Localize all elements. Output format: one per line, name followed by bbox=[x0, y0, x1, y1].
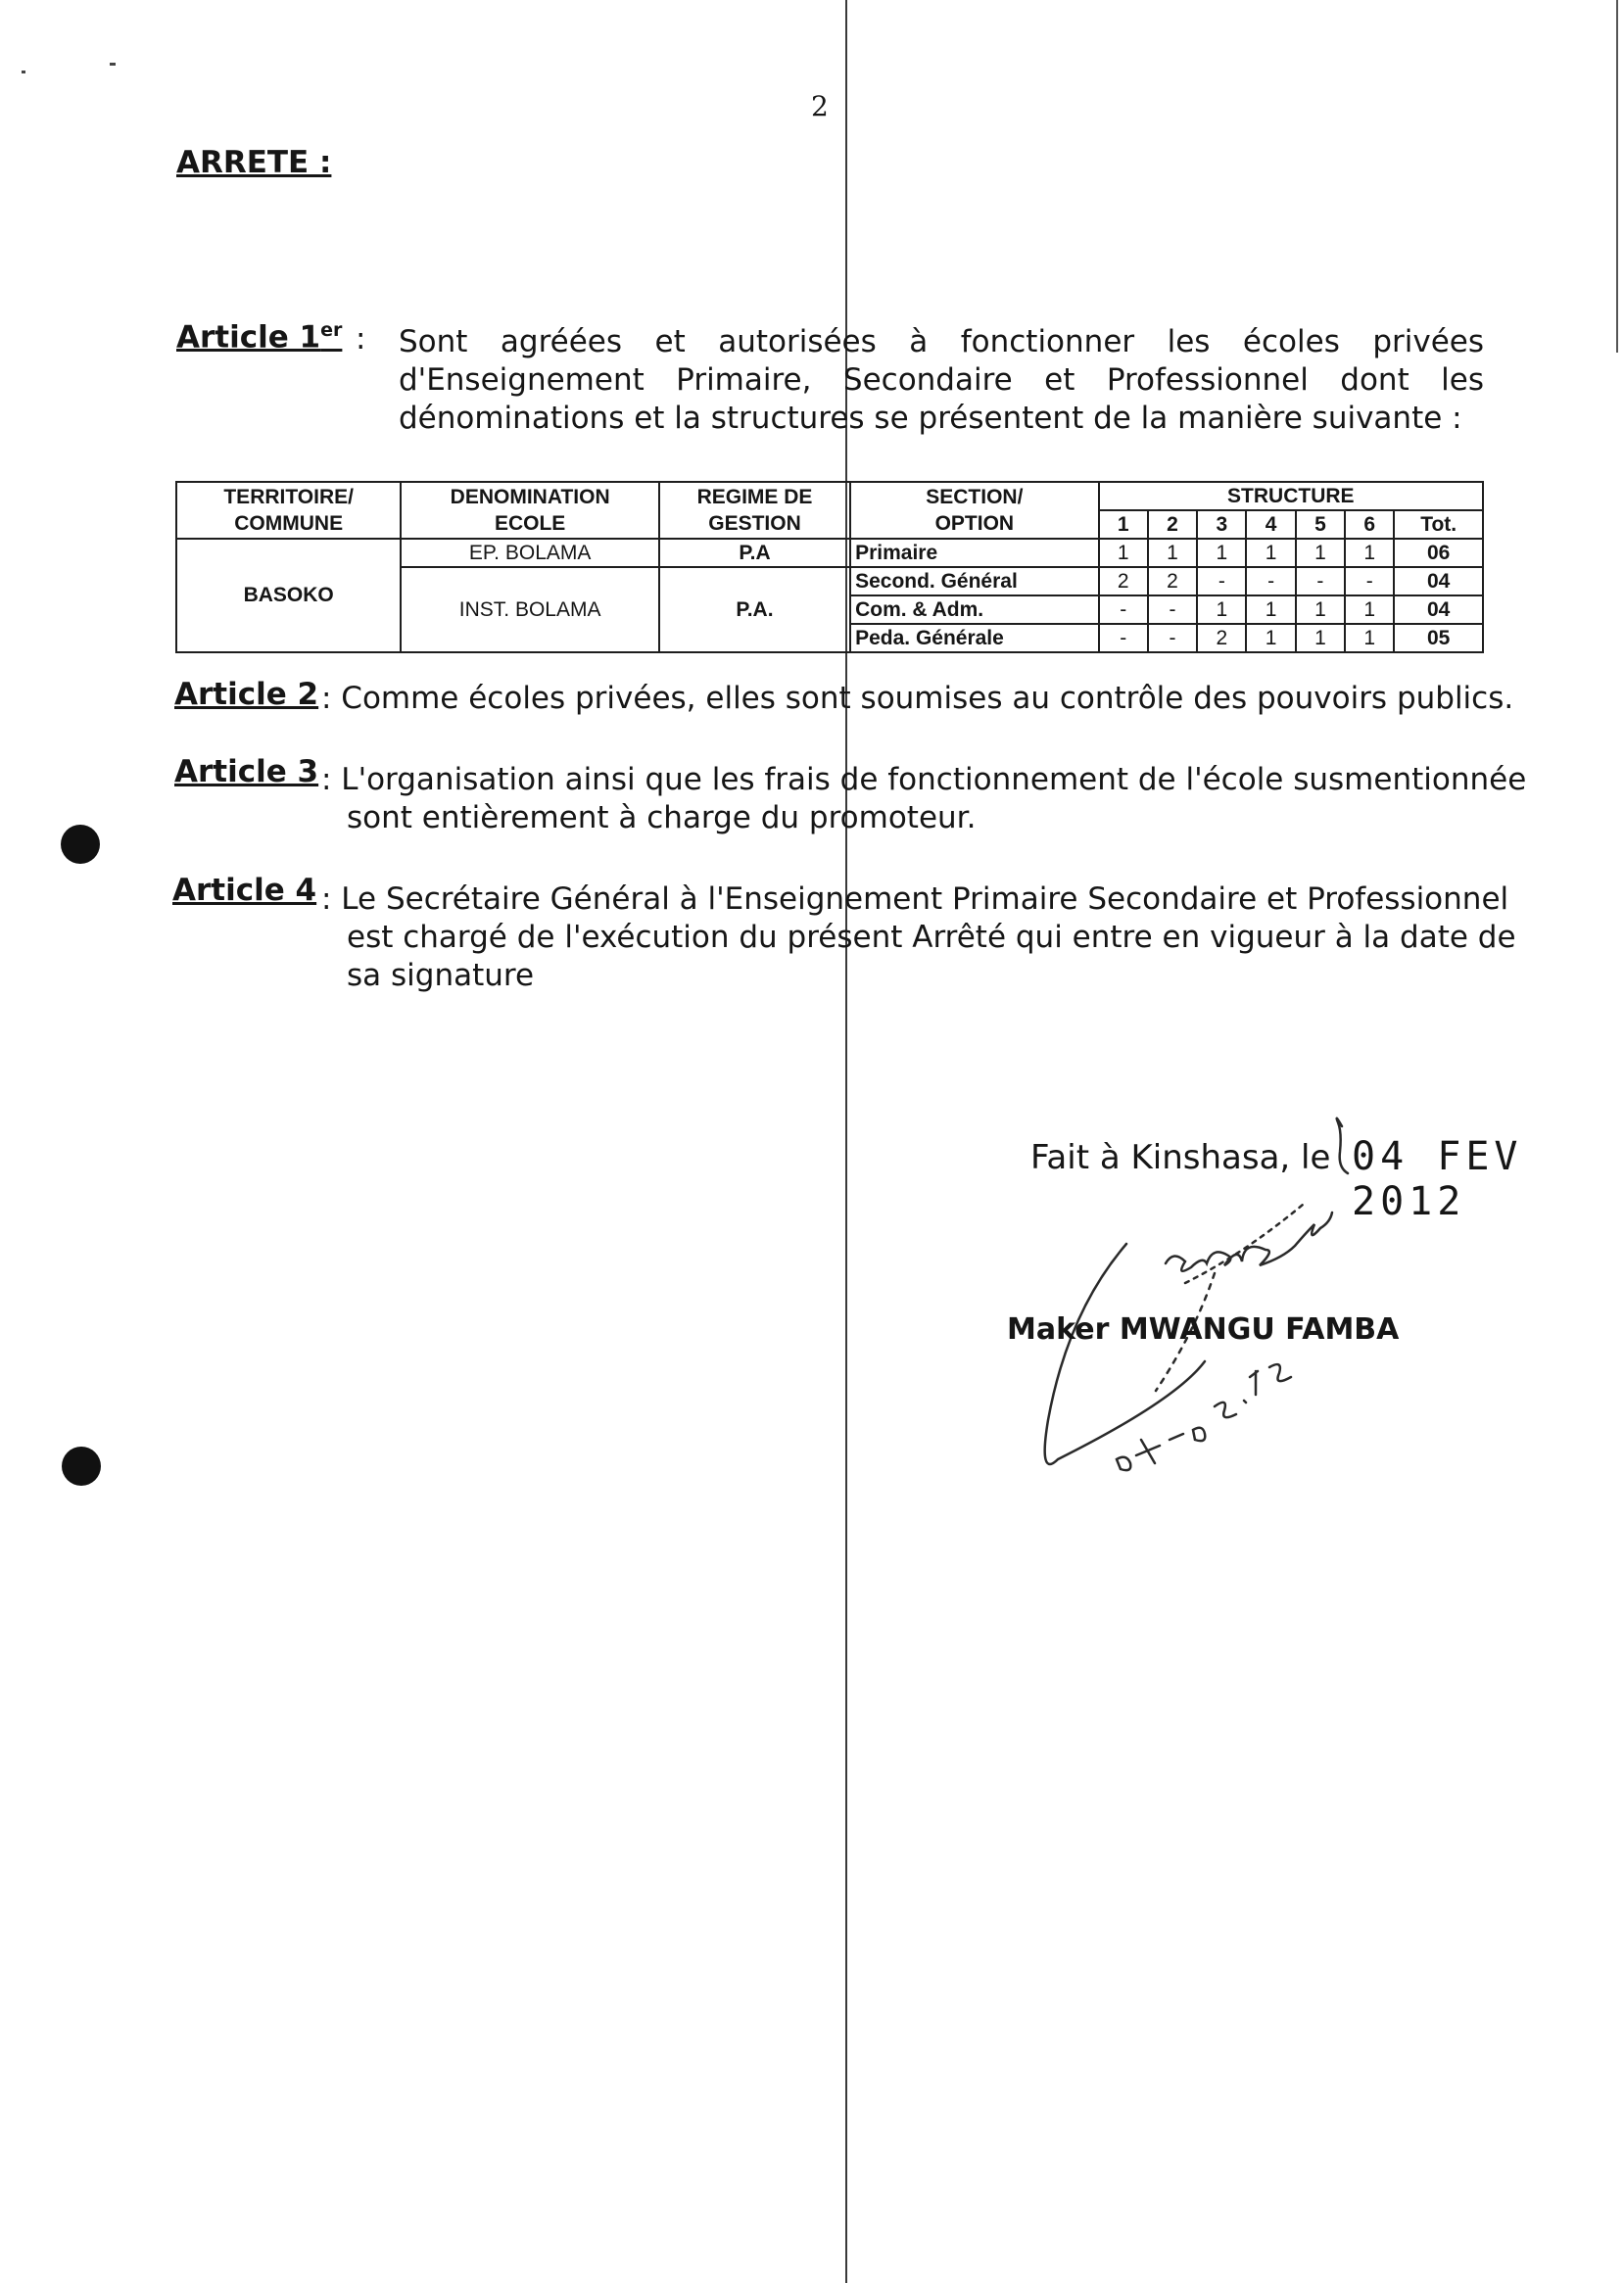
cell-school-name: EP. BOLAMA bbox=[401, 539, 659, 567]
article-3-heading: Article 3 bbox=[174, 754, 319, 789]
cell-section: Second. Général bbox=[850, 567, 1099, 595]
header-level: 6 bbox=[1345, 510, 1394, 539]
header-structure: STRUCTURE bbox=[1099, 482, 1483, 510]
cell-value: - bbox=[1345, 567, 1394, 595]
article-1-heading: Article 1er bbox=[176, 319, 343, 356]
cell-value: 1 bbox=[1246, 539, 1295, 567]
article-4-line: est chargé de l'exécution du présent Arrêté qui entre en vigueur à la date de bbox=[347, 920, 1516, 955]
header-denomination: DENOMINATION ECOLE bbox=[401, 482, 659, 539]
cell-value: - bbox=[1148, 624, 1197, 652]
cell-value: - bbox=[1246, 567, 1295, 595]
cell-section: Peda. Générale bbox=[850, 624, 1099, 652]
cell-value: - bbox=[1148, 595, 1197, 624]
cell-value: 1 bbox=[1296, 539, 1345, 567]
article-2-text: : Comme écoles privées, elles sont soumises au contrôle des pouvoirs publics. bbox=[321, 681, 1514, 716]
cell-total: 05 bbox=[1394, 624, 1483, 652]
punch-hole-mark bbox=[61, 825, 100, 864]
header-territoire: TERRITOIRE/ COMMUNE bbox=[176, 482, 401, 539]
cell-value: - bbox=[1099, 595, 1148, 624]
article-1-line: dénominations et la structures se présentent de la manière suivante : bbox=[399, 401, 1462, 436]
article-4-line: sa signature bbox=[347, 958, 535, 993]
arrete-title: ARRETE : bbox=[176, 145, 332, 180]
header-section: SECTION/ OPTION bbox=[850, 482, 1099, 539]
table-header-row bbox=[176, 482, 1483, 510]
article-3-line: : L'organisation ainsi que les frais de fonctionnement de l'école susmentionnée bbox=[321, 762, 1527, 797]
scan-speck bbox=[22, 71, 25, 73]
punch-hole-mark bbox=[62, 1447, 101, 1486]
header-level: 2 bbox=[1148, 510, 1197, 539]
page-edge-shadow bbox=[1616, 0, 1618, 353]
cell-value: 1 bbox=[1099, 539, 1148, 567]
cell-value: 1 bbox=[1246, 624, 1295, 652]
header-level: 1 bbox=[1099, 510, 1148, 539]
cell-value: 1 bbox=[1148, 539, 1197, 567]
cell-value: 2 bbox=[1099, 567, 1148, 595]
cell-value: 1 bbox=[1246, 595, 1295, 624]
header-level: 3 bbox=[1197, 510, 1246, 539]
page-number: 2 bbox=[811, 90, 829, 122]
table-row bbox=[176, 539, 1483, 567]
cell-value: 1 bbox=[1345, 539, 1394, 567]
article-1-line: d'Enseignement Primaire, Secondaire et Professionnel dont les bbox=[399, 362, 1484, 398]
cell-value: 1 bbox=[1197, 595, 1246, 624]
article-1-line: Sont agréées et autorisées à fonctionner les écoles privées bbox=[399, 324, 1484, 359]
header-level: 4 bbox=[1246, 510, 1295, 539]
article-4-heading: Article 4 bbox=[172, 873, 317, 908]
cell-value: 1 bbox=[1296, 624, 1345, 652]
article-1-colon: : bbox=[356, 321, 366, 357]
cell-value: - bbox=[1099, 624, 1148, 652]
signer-name: Maker MWANGU FAMBA bbox=[1007, 1312, 1400, 1347]
cell-value: 1 bbox=[1345, 595, 1394, 624]
header-level: 5 bbox=[1296, 510, 1345, 539]
cell-territoire: BASOKO bbox=[176, 539, 401, 652]
cell-value: 1 bbox=[1296, 595, 1345, 624]
article-4-line: : Le Secrétaire Général à l'Enseignement Primaire Secondaire et Professionnel bbox=[321, 881, 1509, 917]
cell-section: Primaire bbox=[850, 539, 1099, 567]
header-regime: REGIME DE GESTION bbox=[659, 482, 850, 539]
cell-section: Com. & Adm. bbox=[850, 595, 1099, 624]
cell-value: 1 bbox=[1197, 539, 1246, 567]
cell-value: 2 bbox=[1148, 567, 1197, 595]
cell-total: 06 bbox=[1394, 539, 1483, 567]
cell-regime: P.A. bbox=[659, 567, 850, 652]
cell-total: 04 bbox=[1394, 595, 1483, 624]
article-1-text bbox=[399, 323, 1484, 438]
cell-value: 2 bbox=[1197, 624, 1246, 652]
cell-value: 1 bbox=[1345, 624, 1394, 652]
cell-value: - bbox=[1197, 567, 1246, 595]
date-stamp: 04 FEV 2012 bbox=[1352, 1134, 1523, 1224]
article-3-line: sont entièrement à charge du promoteur. bbox=[347, 800, 977, 835]
signature-place: Fait à Kinshasa, le bbox=[1030, 1138, 1331, 1177]
schools-structure-table bbox=[175, 481, 1484, 653]
scan-speck bbox=[110, 63, 116, 66]
cell-total: 04 bbox=[1394, 567, 1483, 595]
cell-value: - bbox=[1296, 567, 1345, 595]
header-total: Tot. bbox=[1394, 510, 1483, 539]
cell-school-name: INST. BOLAMA bbox=[401, 567, 659, 652]
cell-regime: P.A bbox=[659, 539, 850, 567]
article-2-heading: Article 2 bbox=[174, 677, 319, 712]
